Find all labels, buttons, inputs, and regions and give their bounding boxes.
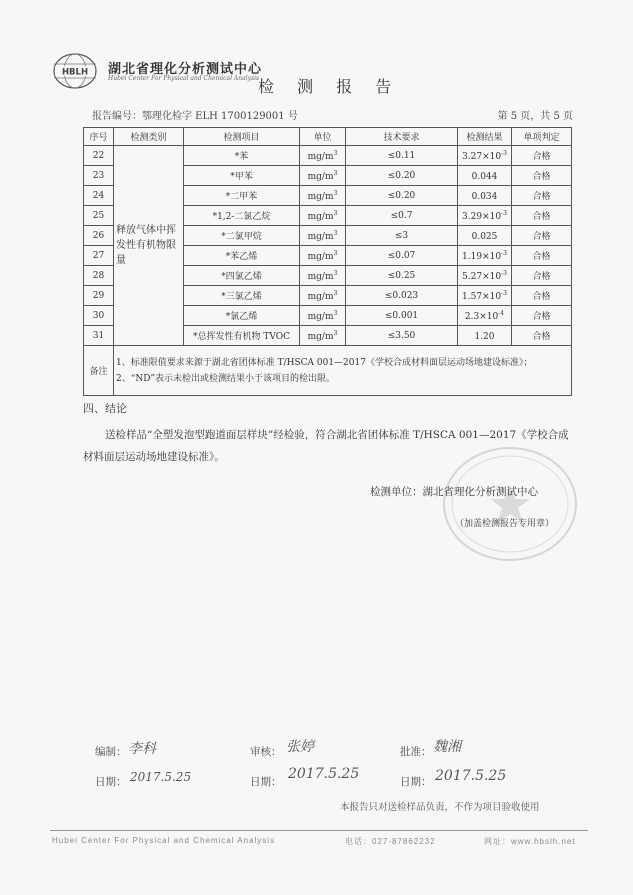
org-logo: [52, 52, 98, 90]
row-judgement: 合格: [512, 306, 572, 326]
approver-label: 批准：: [400, 746, 432, 758]
row-judgement: 合格: [512, 166, 572, 186]
row-requirement: ≤0.07: [346, 246, 458, 266]
row-requirement: ≤0.7: [346, 206, 458, 226]
row-no: 30: [84, 306, 114, 326]
notes-label: 备注: [84, 346, 114, 396]
row-result: $5.27\times 10^{-3}$: [458, 266, 512, 286]
note-2: 2、“ND”表示未检出或检测结果小于该项目的检出限。: [116, 373, 336, 384]
document-title: 检 测 报 告: [258, 77, 401, 96]
row-unit: $mg/m^3$: [300, 306, 346, 326]
footer-org: Hubei Center For Physical and Chemical Analysis: [52, 836, 276, 845]
table-header-row: [84, 128, 572, 146]
category-cell: 释放气体中挥发性有机物限量: [114, 146, 184, 346]
disclaimer: 本报告只对送检样品负责，不作为项目验收使用: [340, 802, 540, 813]
row-unit: $mg/m^3$: [300, 286, 346, 306]
row-result: $1.19\times 10^{-3}$: [458, 246, 512, 266]
header-item: 检测项目: [184, 128, 300, 146]
row-unit: $mg/m^3$: [300, 326, 346, 346]
row-unit: $mg/m^3$: [300, 186, 346, 206]
row-no: 29: [84, 286, 114, 306]
inspection-seal: [440, 444, 580, 564]
note-1: 1、标准限值要求来源于湖北省团体标准 T/HSCA 001—2017《学校合成材料面层运动场地建设标准》；: [116, 357, 533, 368]
row-no: 22: [84, 146, 114, 166]
row-unit: $mg/m^3$: [300, 166, 346, 186]
row-no: 25: [84, 206, 114, 226]
report-number: 报告编号：鄂理化检字 ELH 1700129001 号: [92, 111, 298, 122]
date-value-3: 2017.5.25: [435, 768, 507, 784]
reviewer-signature: 张婷: [286, 739, 314, 755]
row-result: 0.025: [458, 226, 512, 246]
notes-cell: [114, 346, 572, 396]
seal-note: （加盖检测报告专用章）: [455, 519, 555, 529]
row-result: $2.3\times 10^{-4}$: [458, 306, 512, 326]
row-judgement: 合格: [512, 226, 572, 246]
row-unit: $mg/m^3$: [300, 206, 346, 226]
org-name-en: Hubei Center For Physical and Chemical Analysis: [108, 75, 260, 82]
row-unit: $mg/m^3$: [300, 226, 346, 246]
row-item: *三氯乙烯: [184, 286, 300, 306]
row-requirement: ≤0.023: [346, 286, 458, 306]
row-requirement: ≤0.20: [346, 166, 458, 186]
notes-row: [84, 346, 572, 396]
reviewer-label: 审核：: [250, 746, 282, 758]
approver-signature: 魏湘: [433, 739, 461, 755]
page-number: 第 5 页，共 5 页: [497, 111, 573, 122]
row-result: 0.034: [458, 186, 512, 206]
row-judgement: 合格: [512, 186, 572, 206]
header-judgement: 单项判定: [512, 128, 572, 146]
row-result: 1.20: [458, 326, 512, 346]
row-judgement: 合格: [512, 146, 572, 166]
compiler-label: 编制：: [95, 746, 127, 758]
row-no: 24: [84, 186, 114, 206]
row-no: 31: [84, 326, 114, 346]
row-result: $3.29\times 10^{-3}$: [458, 206, 512, 226]
row-requirement: ≤0.20: [346, 186, 458, 206]
row-judgement: 合格: [512, 266, 572, 286]
row-item: *二氯甲烷: [184, 226, 300, 246]
header-result: 检测结果: [458, 128, 512, 146]
row-item: *苯: [184, 146, 300, 166]
compiler-signature: 李科: [128, 741, 156, 757]
row-judgement: 合格: [512, 246, 572, 266]
date-value-1: 2017.5.25: [130, 770, 192, 784]
row-item: *甲苯: [184, 166, 300, 186]
row-unit: $mg/m^3$: [300, 246, 346, 266]
row-result: $3.27\times 10^{-3}$: [458, 146, 512, 166]
row-no: 27: [84, 246, 114, 266]
row-item: *四氯乙烯: [184, 266, 300, 286]
header-requirement: 技术要求: [346, 128, 458, 146]
row-requirement: ≤3: [346, 226, 458, 246]
conclusion-heading: 四、结论: [83, 402, 127, 415]
row-item: *二甲苯: [184, 186, 300, 206]
org-name-cn: 湖北省理化分析测试中心: [108, 62, 263, 77]
row-no: 28: [84, 266, 114, 286]
row-requirement: ≤0.001: [346, 306, 458, 326]
row-no: 26: [84, 226, 114, 246]
logo-text: HBLH: [61, 67, 89, 78]
row-item: *1,2-二氯乙烷: [184, 206, 300, 226]
row-judgement: 合格: [512, 286, 572, 306]
row-requirement: ≤0.11: [346, 146, 458, 166]
row-result: 0.044: [458, 166, 512, 186]
inspection-unit: 检测单位：湖北省理化分析测试中心: [370, 486, 538, 498]
row-item: *总挥发性有机物 TVOC: [184, 326, 300, 346]
header-unit: 单位: [300, 128, 346, 146]
date-label-2: 日期：: [250, 776, 282, 788]
date-label-3: 日期：: [400, 776, 432, 788]
header-no: 序号: [84, 128, 114, 146]
row-requirement: ≤0.25: [346, 266, 458, 286]
footer-website: 网址：www.hbslh.net: [484, 837, 576, 846]
row-result: $1.57\times 10^{-3}$: [458, 286, 512, 306]
row-no: 23: [84, 166, 114, 186]
results-table: [83, 127, 572, 396]
header-category: 检测类别: [114, 128, 184, 146]
row-unit: $mg/m^3$: [300, 146, 346, 166]
row-judgement: 合格: [512, 326, 572, 346]
date-value-2: 2017.5.25: [288, 766, 360, 782]
row-item: *氯乙烯: [184, 306, 300, 326]
row-item: *苯乙烯: [184, 246, 300, 266]
date-label-1: 日期：: [95, 776, 127, 788]
conclusion-text: 送检样品“全塑发泡型跑道面层样块”经检验，符合湖北省团体标准 T/HSCA 001—2017《学校合成材料面层运动场地建设标准》。: [83, 429, 569, 463]
row-judgement: 合格: [512, 206, 572, 226]
footer-divider: [50, 830, 588, 831]
row-requirement: ≤3.50: [346, 326, 458, 346]
table-row: [84, 146, 572, 166]
footer-phone: 电话：027-87862232: [345, 837, 436, 846]
row-unit: $mg/m^3$: [300, 266, 346, 286]
